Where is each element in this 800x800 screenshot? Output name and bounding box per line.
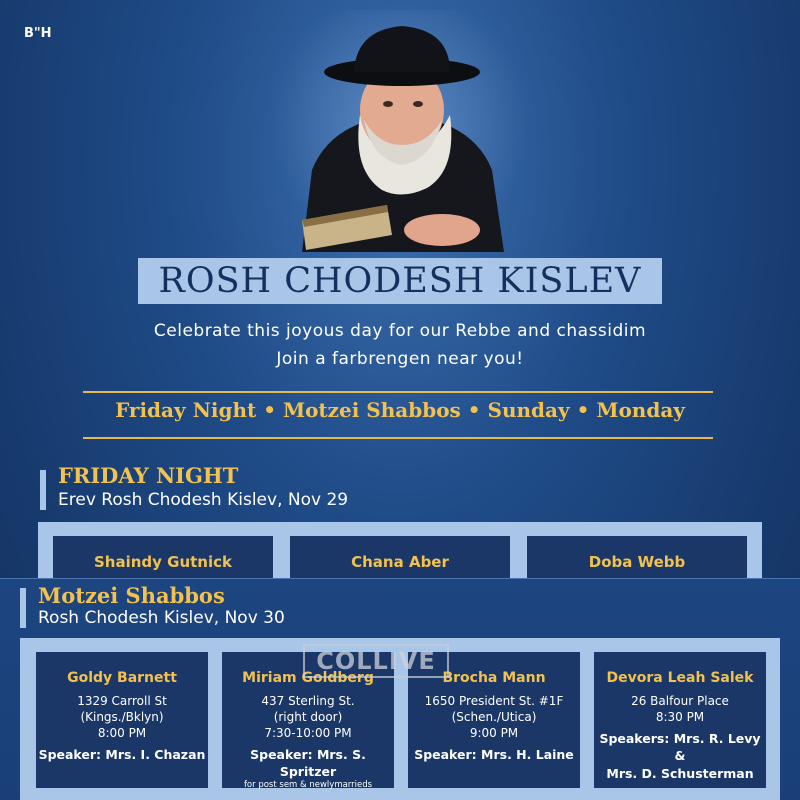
address-line: 437 Sterling St. <box>261 694 355 708</box>
address-cross-streets: (Kings./Bklyn) <box>80 710 164 724</box>
speaker-continued: Mrs. D. Schusterman <box>606 766 754 781</box>
title-banner <box>138 258 662 304</box>
host-name: Devora Leah Salek <box>606 670 754 686</box>
subtitle-line-1: Celebrate this joyous day for our Rebbe and chassidim <box>153 321 647 341</box>
friday-section-date: Erev Rosh Chodesh Kislev, Nov 29 <box>58 490 349 510</box>
collive-watermark: COLLIVE <box>303 644 449 678</box>
event-time: 8:00 PM <box>97 726 147 740</box>
address-note: (right door) <box>273 710 343 724</box>
speaker: Speaker: Mrs. H. Laine <box>414 747 574 762</box>
page-title: ROSH CHODESH KISLEV <box>158 261 642 301</box>
host-name: Doba Webb <box>588 553 686 571</box>
event-time: 9:00 PM <box>469 726 519 740</box>
motzei-section-title: Motzei Shabbos <box>38 583 225 608</box>
friday-section-title: FRIDAY NIGHT <box>58 463 239 488</box>
farbrengen-card <box>594 652 766 788</box>
farbrengen-card <box>36 652 208 788</box>
subtitle-line-2: Join a farbrengen near you! <box>276 349 524 369</box>
event-time: 8:30 PM <box>655 710 705 724</box>
address-line: 1650 President St. #1F <box>424 694 564 708</box>
motzei-section-date: Rosh Chodesh Kislev, Nov 30 <box>38 608 285 628</box>
divider-bottom <box>83 437 713 439</box>
nights-list: Friday Night • Motzei Shabbos • Sunday • Monday <box>115 398 685 422</box>
host-name: Miriam Goldberg <box>242 670 374 686</box>
host-name: Brocha Mann <box>442 670 546 686</box>
divider-top <box>83 391 713 393</box>
section-accent-bar <box>20 588 26 628</box>
address-line: 1329 Carroll St <box>77 694 167 708</box>
bh-label: B"H <box>24 26 52 41</box>
section-accent-bar <box>40 470 46 510</box>
host-name: Goldy Barnett <box>67 670 177 686</box>
audience-note: for post sem & newlymarrieds <box>243 780 373 790</box>
address-cross-streets: (Schen./Utica) <box>451 710 537 724</box>
speaker: Speakers: Mrs. R. Levy & <box>599 731 761 763</box>
host-name: Shaindy Gutnick <box>93 553 232 571</box>
speaker: Speaker: Mrs. S. Spritzer <box>250 747 366 779</box>
event-time: 7:30-10:00 PM <box>264 726 352 740</box>
host-name: Chana Aber <box>351 553 449 571</box>
speaker: Speaker: Mrs. I. Chazan <box>38 747 206 762</box>
rebbe-portrait-image <box>292 20 510 252</box>
address-line: 26 Balfour Place <box>631 694 729 708</box>
